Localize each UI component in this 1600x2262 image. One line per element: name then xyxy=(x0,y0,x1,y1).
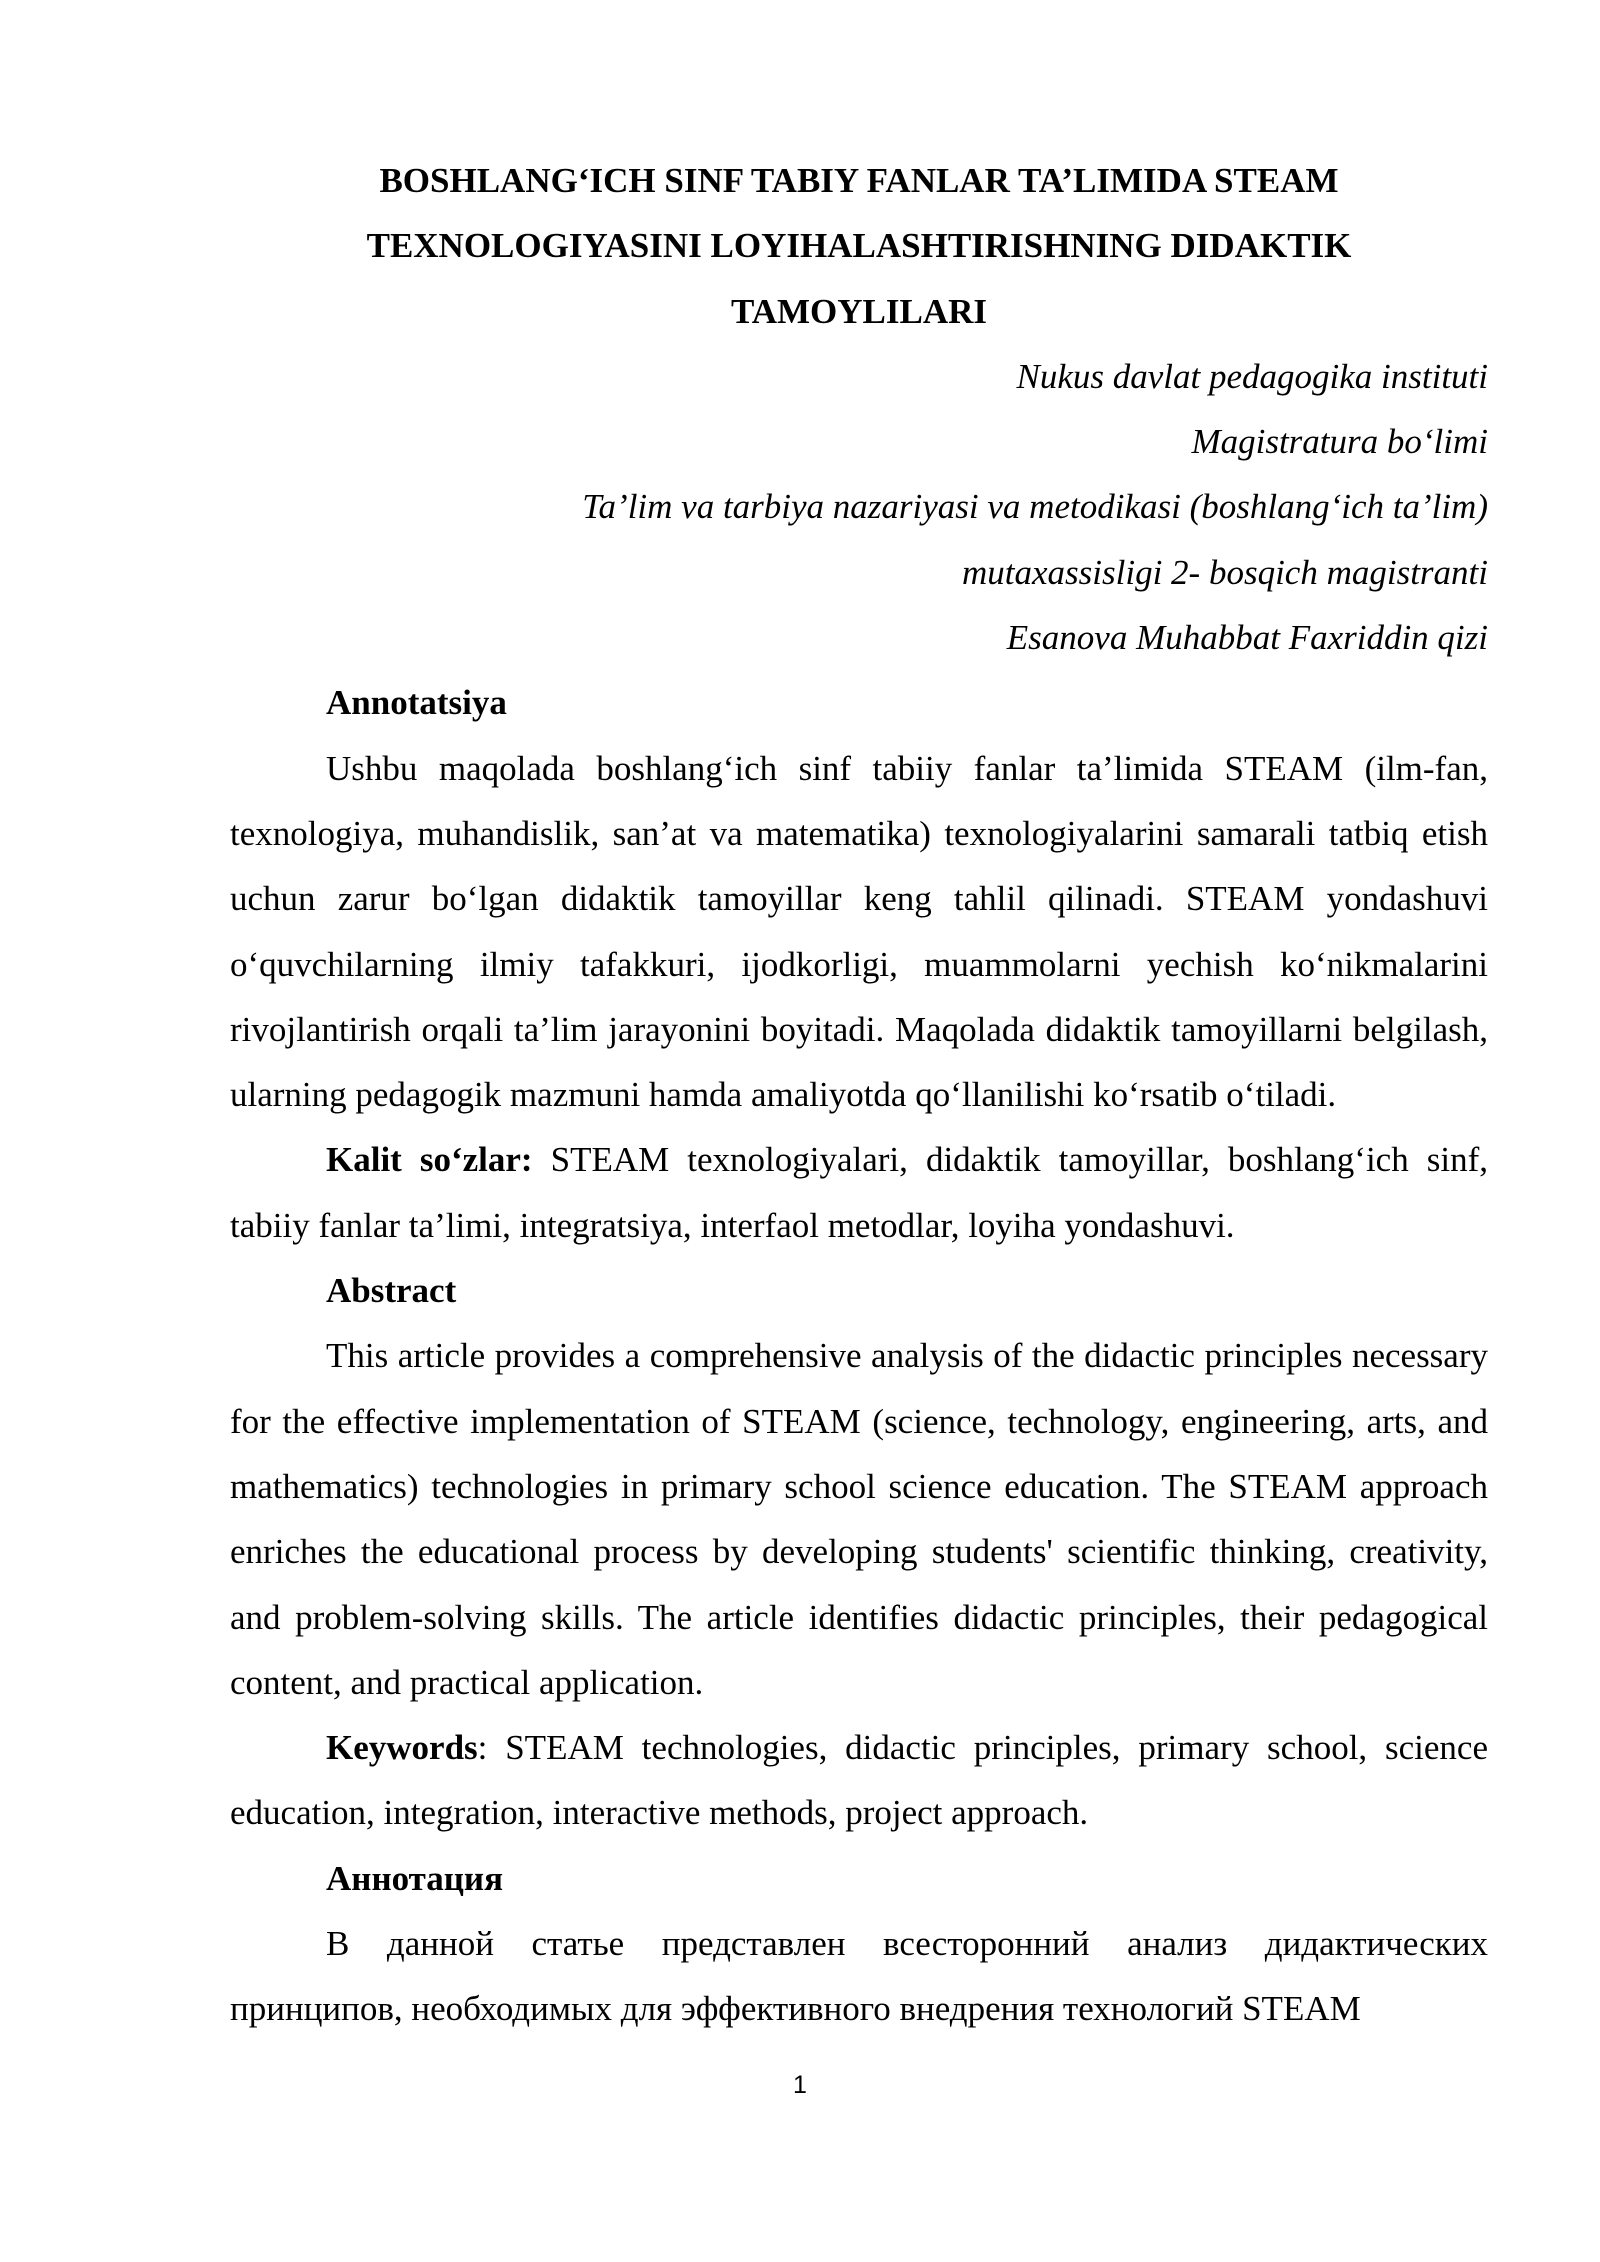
keywords-label: Keywords xyxy=(326,1728,478,1768)
annotatsiya-ru-text: В данной статье представлен всесторонний анализ дидактических принципов, необходимых для эффективного внедрения технологий STEAM xyxy=(230,1924,1488,2029)
title-line-3: TAMOYLILARI xyxy=(730,291,988,331)
article-title xyxy=(230,148,1488,344)
keywords-text: : STEAM technologies, didactic principles, primary school, science education, integration, interactive methods, project approach. xyxy=(230,1728,1488,1833)
kalit-sozlar-label: Kalit so‘zlar: xyxy=(326,1140,533,1180)
title-line-2: TEXNOLOGIYASINI LOYIHALASHTIRISHNING DIDAKTIK xyxy=(366,226,1352,266)
page-content xyxy=(230,148,1488,2042)
abstract-heading: Abstract xyxy=(326,1271,457,1311)
annotatsiya-ru-heading: Аннотация xyxy=(326,1858,504,1898)
author-name: Esanova Muhabbat Faxriddin qizi xyxy=(1006,618,1488,658)
page-number: 1 xyxy=(793,2071,807,2099)
affiliation-department: Magistratura bo‘limi xyxy=(1191,422,1488,462)
affiliation-institute: Nukus davlat pedagogika instituti xyxy=(1016,356,1488,396)
affiliation-specialty: Ta’lim va tarbiya nazariyasi va metodikasi (boshlang‘ich ta’lim) xyxy=(582,487,1488,527)
title-line-1: BOSHLANG‘ICH SINF TABIY FANLAR TA’LIMIDA STEAM xyxy=(379,161,1339,200)
affiliation-degree: mutaxassisligi 2- bosqich magistranti xyxy=(962,552,1488,592)
kalit-sozlar-paragraph xyxy=(230,1127,1488,1258)
kalit-sozlar-text: STEAM texnologiyalari, didaktik tamoyillar, boshlang‘ich sinf, tabiiy fanlar ta’limi, integratsiya, interfaol metodlar, loyiha yondashuvi. xyxy=(230,1140,1488,1245)
keywords-paragraph xyxy=(230,1715,1488,1846)
abstract-text: This article provides a comprehensive analysis of the didactic principles necessary for the effective implementation of STEAM (science, technology, engineering, arts, and mathematics) technologies in primary school science education. The STEAM approach enriches the educational process by developing students' scientific thinking, creativity, and problem-solving skills. The article identifies didactic principles, their pedagogical content, and practical application. xyxy=(230,1336,1488,1702)
annotatsiya-text: Ushbu maqolada boshlang‘ich sinf tabiiy fanlar ta’limida STEAM (ilm-fan, texnologiya, muhandislik, san’at va matematika) texnologiyalarini samarali tatbiq etish uchun zarur bo‘lgan didaktik tamoyillar keng tahlil qilinadi. STEAM yondashuvi o‘quvchilarning ilmiy tafakkuri, ijodkorligi, muammolarni yechish ko‘nikmalarini rivojlantirish orqali ta’lim jarayonini boyitadi. Maqolada didaktik tamoyillarni belgilash, ularning pedagogik mazmuni hamda amaliyotda qo‘llanilishi ko‘rsatib o‘tiladi. xyxy=(230,748,1488,1115)
author-affiliation xyxy=(230,344,1488,670)
annotatsiya-heading: Annotatsiya xyxy=(326,683,507,723)
